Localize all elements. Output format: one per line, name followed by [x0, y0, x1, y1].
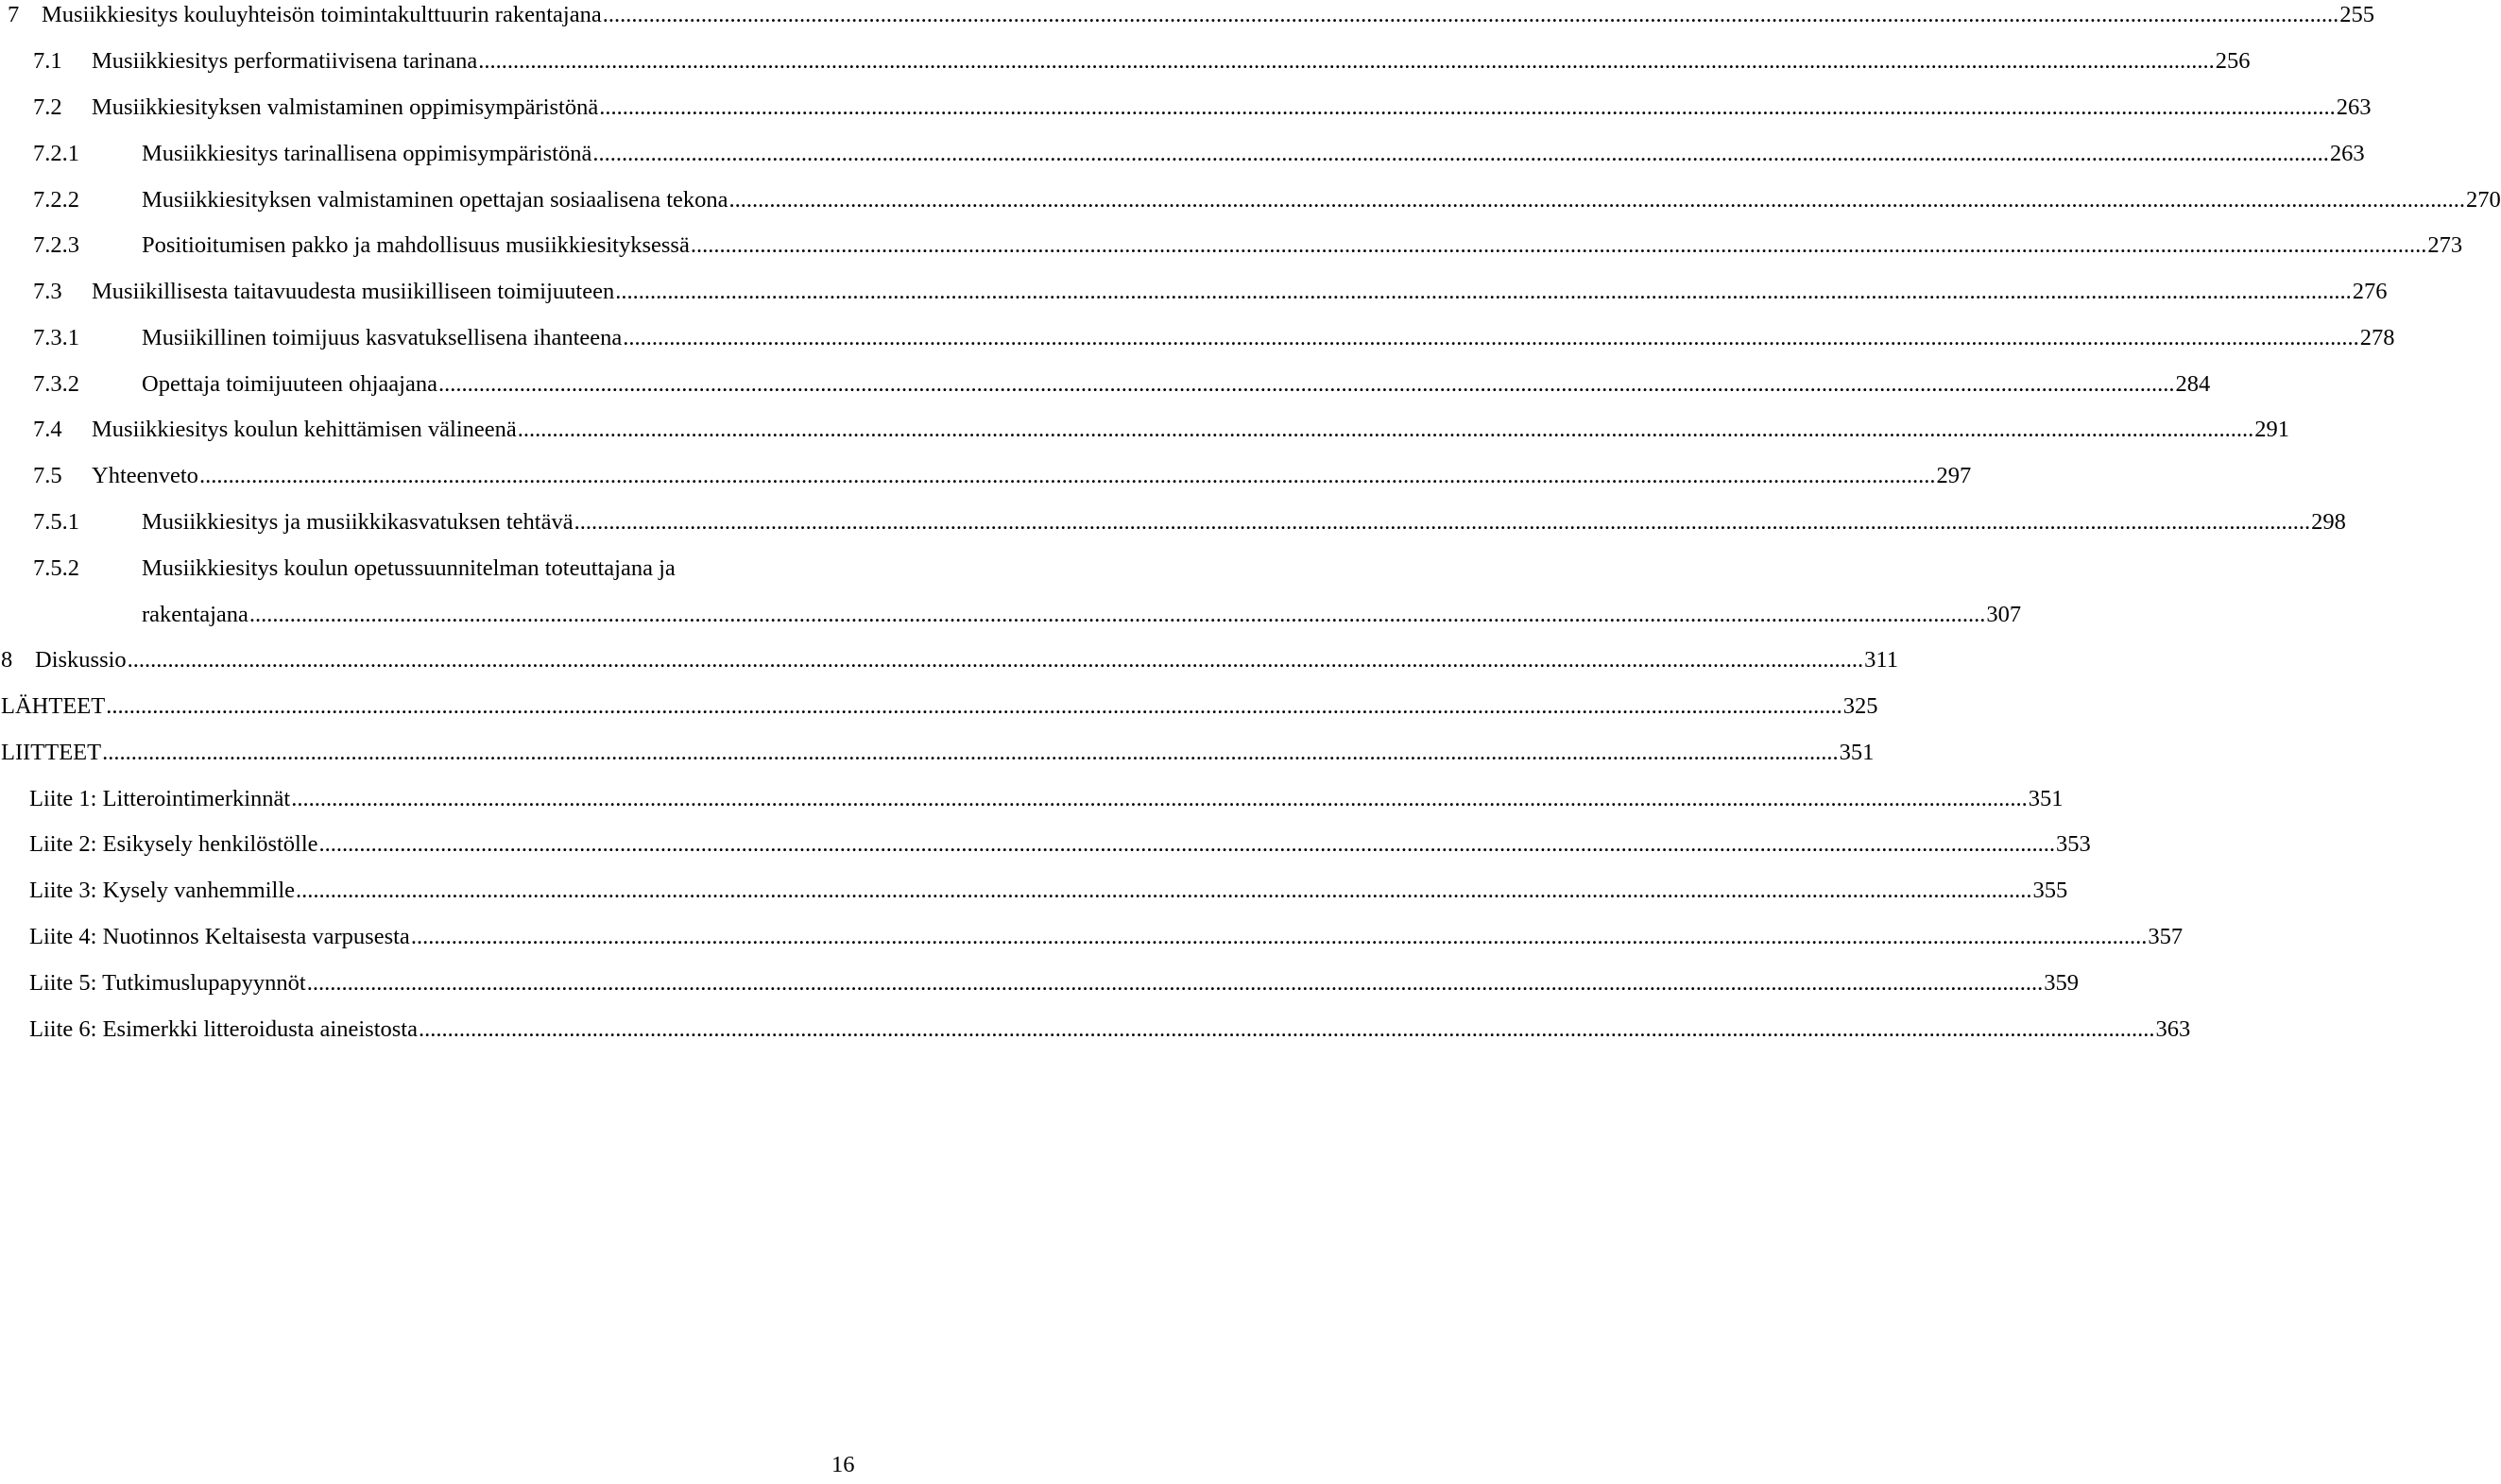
toc-entry-number: 7.5.1: [33, 509, 79, 535]
toc-entry-title: Musiikillisesta taitavuudesta musiikilliseen toimijuuteen: [92, 279, 615, 304]
dot-leader: ............................................................................................................................................................................................................................................................................................................: [574, 509, 2311, 535]
toc-entry-number: 7.2: [33, 94, 62, 120]
toc-entry-page: 297: [1936, 463, 1972, 488]
toc-entry: [33, 181, 2501, 219]
dot-leader: ............................................................................................................................................................................................................................................................................................................: [602, 2, 2339, 27]
toc-entry: [29, 780, 2064, 818]
dot-leader: ............................................................................................................................................................................................................................................................................................................: [623, 325, 2359, 350]
toc-entry-title: Musiikkiesitys koulun kehittämisen välineenä: [92, 417, 517, 442]
toc-entry-title: Yhteenveto: [92, 463, 198, 488]
toc-entry: [1, 734, 1875, 772]
dot-leader: ............................................................................................................................................................................................................................................................................................................: [599, 94, 2336, 120]
toc-entry-title: Musiikkiesityksen valmistaminen oppimisympäristönä: [92, 94, 599, 120]
toc-entry-number: 7.2.2: [33, 187, 79, 213]
toc-entry: [29, 826, 2091, 863]
toc-entry-page: 276: [2352, 279, 2388, 304]
toc-entry-title: Positioitumisen pakko ja mahdollisuus musiikkiesityksessä: [142, 232, 690, 258]
toc-entry-number: 8: [1, 647, 13, 673]
toc-entry-number: 7.3: [33, 279, 62, 304]
dot-leader: ............................................................................................................................................................................................................................................................................................................: [102, 740, 1839, 765]
toc-entry-page: 351: [1839, 740, 1875, 765]
dot-leader: ............................................................................................................................................................................................................................................................................................................: [106, 693, 1842, 719]
toc-entry-title: Liite 1: Litterointimerkinnät: [29, 786, 291, 811]
toc-entry: [33, 457, 1972, 495]
toc-entry-title: Opettaja toimijuuteen ohjaajana: [142, 371, 437, 397]
toc-entry-page: 325: [1842, 693, 1878, 719]
toc-entry-title: Liite 5: Tutkimuslupapyynnöt: [29, 970, 306, 996]
dot-leader: ............................................................................................................................................................................................................................................................................................................: [517, 417, 2254, 442]
toc-entry-page: 353: [2056, 831, 2091, 857]
dot-leader: ............................................................................................................................................................................................................................................................................................................: [198, 463, 1936, 488]
toc-entry: [33, 411, 2290, 449]
toc-entry-page: 357: [2148, 924, 2184, 949]
toc-entry: [29, 872, 2068, 910]
toc-entry-title: Musiikkiesityksen valmistaminen opettajan sosiaalisena tekona: [142, 187, 728, 213]
toc-entry: [29, 964, 2079, 1002]
toc-entry: [8, 0, 2374, 34]
dot-leader: ............................................................................................................................................................................................................................................................................................................: [437, 371, 2175, 397]
toc-entry-title: LIITTEET: [1, 740, 102, 765]
toc-entry-title-continued: rakentajana: [142, 602, 248, 627]
dot-leader: ............................................................................................................................................................................................................................................................................................................: [318, 831, 2056, 857]
dot-leader: ............................................................................................................................................................................................................................................................................................................: [478, 48, 2215, 74]
toc-entry: [33, 89, 2372, 127]
dot-leader: ............................................................................................................................................................................................................................................................................................................: [418, 1016, 2155, 1042]
dot-leader: ............................................................................................................................................................................................................................................................................................................: [248, 602, 1986, 627]
toc-entry-page: 311: [1864, 647, 1899, 673]
toc-entry-page: 351: [2028, 786, 2064, 811]
toc-entry-number: 7.5.2: [33, 555, 79, 581]
toc-entry-page: 291: [2254, 417, 2290, 442]
toc-entry-title: Liite 2: Esikysely henkilöstölle: [29, 831, 318, 857]
toc-entry-page: 278: [2359, 325, 2395, 350]
toc-entry-page: 263: [2336, 94, 2372, 120]
toc-entry-title: Musiikkiesitys ja musiikkikasvatuksen tehtävä: [142, 509, 574, 535]
toc-entry-number: 7.3.2: [33, 371, 79, 397]
toc-entry: [29, 918, 2184, 956]
dot-leader: ............................................................................................................................................................................................................................................................................................................: [615, 279, 2352, 304]
toc-entry-title: Musiikkiesitys koulun opetussuunnitelman toteuttajana ja: [142, 555, 676, 581]
toc-entry-title: Musiikkiesitys performatiivisena tarinana: [92, 48, 478, 74]
dot-leader: ............................................................................................................................................................................................................................................................................................................: [127, 647, 1864, 673]
page-number: 16: [831, 1452, 855, 1477]
dot-leader: ............................................................................................................................................................................................................................................................................................................: [690, 232, 2427, 258]
toc-entry-page: 284: [2175, 371, 2211, 397]
toc-entry: [33, 273, 2388, 311]
toc-entry: [33, 550, 905, 588]
toc-entry-number: 7.3.1: [33, 325, 79, 350]
toc-entry-page: 263: [2329, 141, 2365, 166]
toc-entry: [33, 503, 2346, 541]
toc-entry-title: Diskussio: [35, 647, 127, 673]
toc-entry: [33, 135, 2365, 173]
toc-entry: [33, 43, 2251, 80]
dot-leader: ............................................................................................................................................................................................................................................................................................................: [291, 786, 2028, 811]
toc-entry: [1, 688, 1878, 725]
dot-leader: ............................................................................................................................................................................................................................................................................................................: [728, 187, 2466, 213]
dot-leader: ............................................................................................................................................................................................................................................................................................................: [592, 141, 2329, 166]
dot-leader: ............................................................................................................................................................................................................................................................................................................: [306, 970, 2044, 996]
toc-entry-continuation: [142, 596, 2022, 634]
toc-entry-page: 307: [1986, 602, 2022, 627]
toc-entry-number: 7.2.3: [33, 232, 79, 258]
toc-entry-number: 7.4: [33, 417, 62, 442]
toc-entry-title: Liite 4: Nuotinnos Keltaisesta varpusesta: [29, 924, 410, 949]
toc-entry: [33, 366, 2211, 403]
toc-entry: [29, 1011, 2191, 1049]
toc-entry-title: Liite 3: Kysely vanhemmille: [29, 878, 296, 903]
toc-entry-title: Musiikkiesitys tarinallisena oppimisympäristönä: [142, 141, 592, 166]
dot-leader: ............................................................................................................................................................................................................................................................................................................: [410, 924, 2148, 949]
toc-entry-number: 7: [8, 2, 20, 27]
toc-entry-page: 298: [2311, 509, 2346, 535]
toc-entry-page: 270: [2466, 187, 2501, 213]
toc-entry-title: Musiikkiesitys kouluyhteisön toimintakulttuurin rakentajana: [42, 2, 602, 27]
toc-entry-page: 273: [2427, 232, 2463, 258]
toc-entry-number: 7.1: [33, 48, 62, 74]
toc-entry: [1, 641, 1899, 679]
toc-entry-page: 359: [2044, 970, 2079, 996]
toc-entry-page: 355: [2032, 878, 2068, 903]
toc-entry-title: Liite 6: Esimerkki litteroidusta aineistosta: [29, 1016, 418, 1042]
toc-entry-page: 255: [2339, 2, 2374, 27]
toc-entry: [33, 319, 2395, 357]
toc-entry-title: Musiikillinen toimijuus kasvatuksellisena ihanteena: [142, 325, 623, 350]
toc-entry-number: 7.5: [33, 463, 62, 488]
toc-entry: [33, 227, 2463, 264]
toc-entry-title: LÄHTEET: [1, 693, 106, 719]
dot-leader: ............................................................................................................................................................................................................................................................................................................: [296, 878, 2032, 903]
toc-entry-number: 7.2.1: [33, 141, 79, 166]
toc-entry-page: 256: [2215, 48, 2251, 74]
toc-entry-page: 363: [2155, 1016, 2191, 1042]
